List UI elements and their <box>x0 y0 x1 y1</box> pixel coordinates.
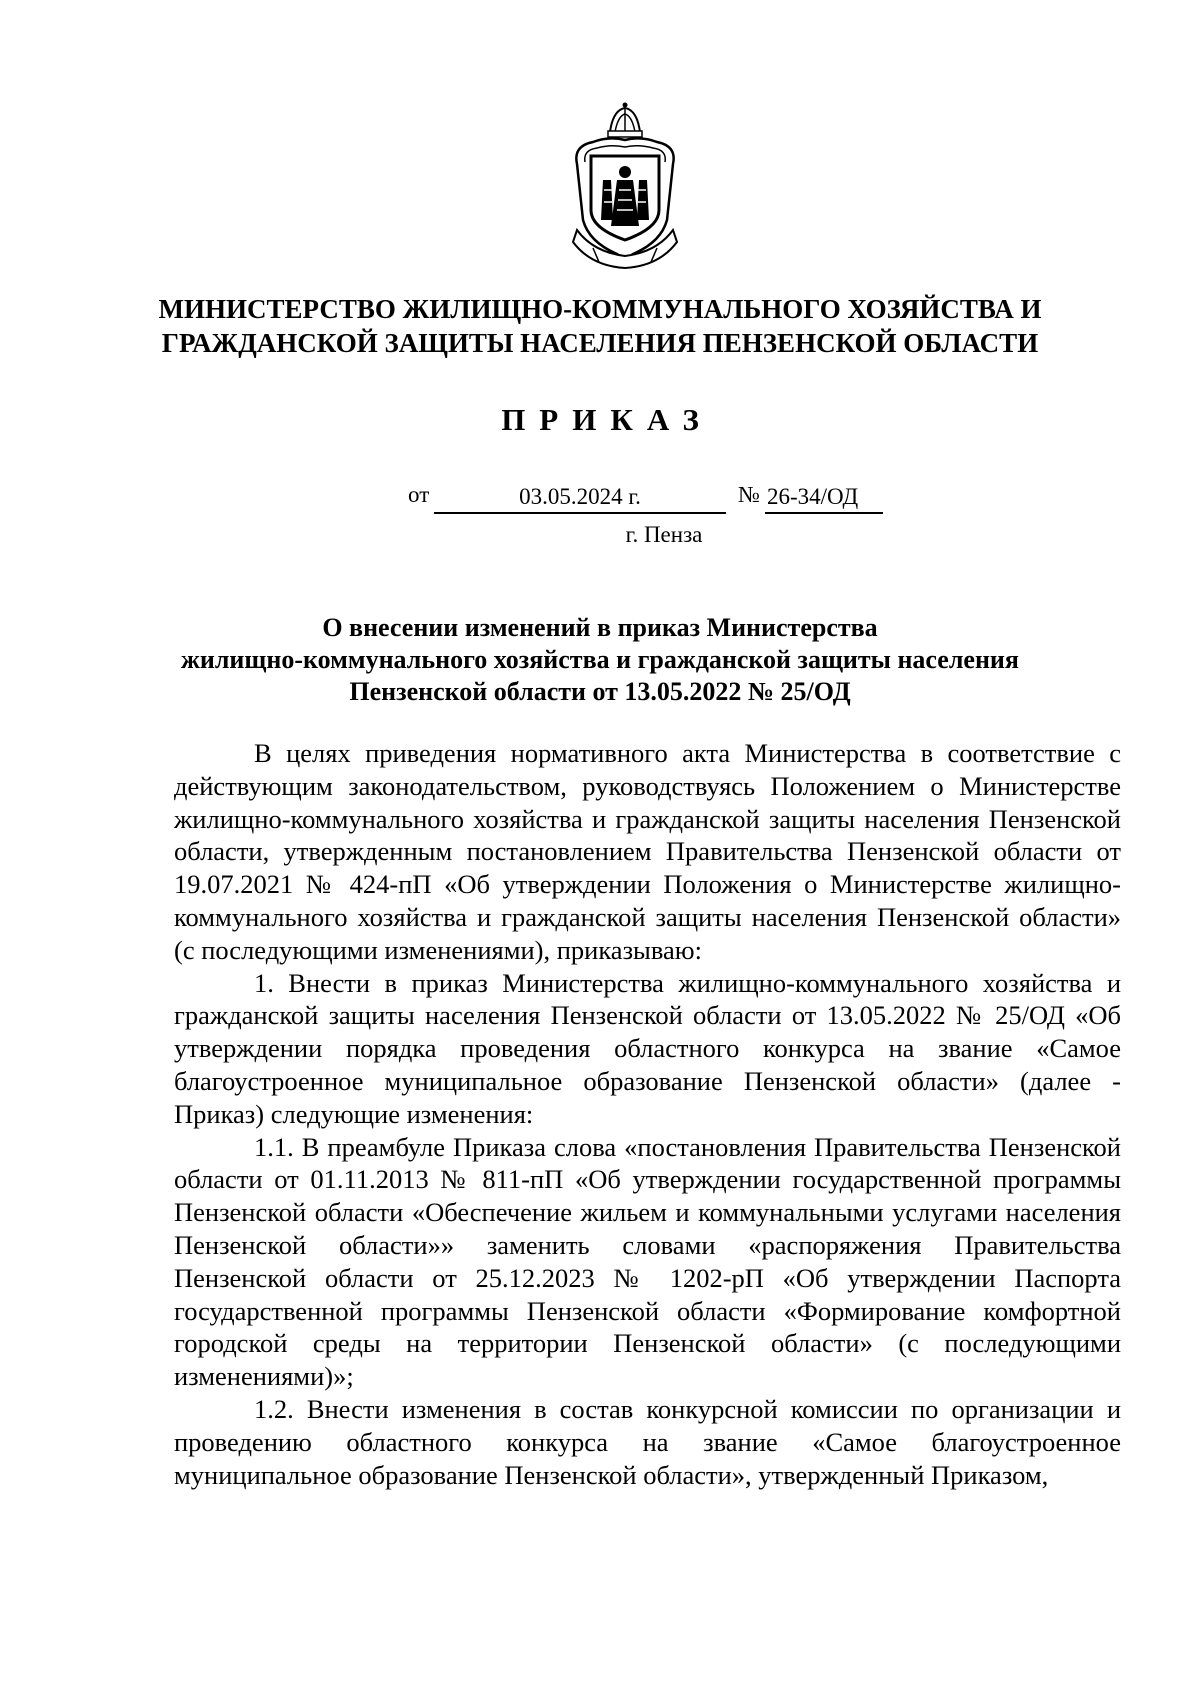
ministry-name <box>120 292 1080 360</box>
body-paragraph: 1.1. В преамбуле Приказа слова «постановления Правительства Пензенской области от 01.11.2013 № 811-пП «Об утверждении государственной программы Пензенской области «Обеспечение жильем и коммунальными услугами населения Пензенской области»» заменить словами «распоряжения Правительства Пензенской области от 25.12.2023 № 1202-рП «Об утверждении Паспорта государственной программы Пензенской области «Формирование комфортной городской среды на территории Пензенской области» (с последующими изменениями)»; <box>174 1131 1121 1392</box>
ministry-name-line-2: ГРАЖДАНСКОЙ ЗАЩИТЫ НАСЕЛЕНИЯ ПЕНЗЕНСКОЙ ОБЛАСТИ <box>161 328 1039 358</box>
ministry-name-line-1: МИНИСТЕРСТВО ЖИЛИЩНО-КОММУНАЛЬНОГО ХОЗЯЙСТВА И <box>158 294 1042 324</box>
number-prefix: № <box>738 482 760 507</box>
body-paragraph: 1. Внести в приказ Министерства жилищно-коммунального хозяйства и гражданской защиты населения Пензенской области от 13.05.2022 № 25/ОД «Об утверждении порядка проведения областного конкурса на звание «Самое благоустроенное муниципальное образование Пензенской области» (далее - Приказ) следующие изменения: <box>174 967 1121 1129</box>
document-date: 03.05.2024 г. <box>434 482 726 514</box>
document-type-title: ПРИКАЗ <box>501 402 713 437</box>
body-paragraph: В целях приведения нормативного акта Министерства в соответствие с действующим законодательством, руководствуясь Положением о Министерстве жилищно-коммунального хозяйства и гражданской защиты населения Пензенской области, утвержденным постановлением Правительства Пензенской области от 19.07.2021 № 424-пП «Об утверждении Положения о Министерстве жилищно-коммунального хозяйства и гражданской защиты населения Пензенской области» (с последующими изменениями), приказываю: <box>174 738 1121 965</box>
document-subject <box>120 612 1080 708</box>
date-prefix: от <box>408 482 430 507</box>
document-number: 26-34/ОД <box>765 482 883 514</box>
penza-coat-of-arms-icon <box>563 102 687 270</box>
subject-line-2: жилищно-коммунального хозяйства и гражданской защиты населения <box>181 645 1019 674</box>
date-number-line <box>0 482 1200 516</box>
subject-line-3: Пензенской области от 13.05.2022 № 25/ОД <box>349 677 851 706</box>
body-paragraph: 1.2. Внести изменения в состав конкурсной комиссии по организации и проведению областного конкурса на звание «Самое благоустроенное муниципальное образование Пензенской области», утвержденный Приказом, <box>174 1393 1121 1490</box>
document-body <box>174 737 1121 1491</box>
subject-line-1: О внесении изменений в приказ Министерства <box>322 613 878 642</box>
city-name: г. Пенза <box>625 522 703 547</box>
